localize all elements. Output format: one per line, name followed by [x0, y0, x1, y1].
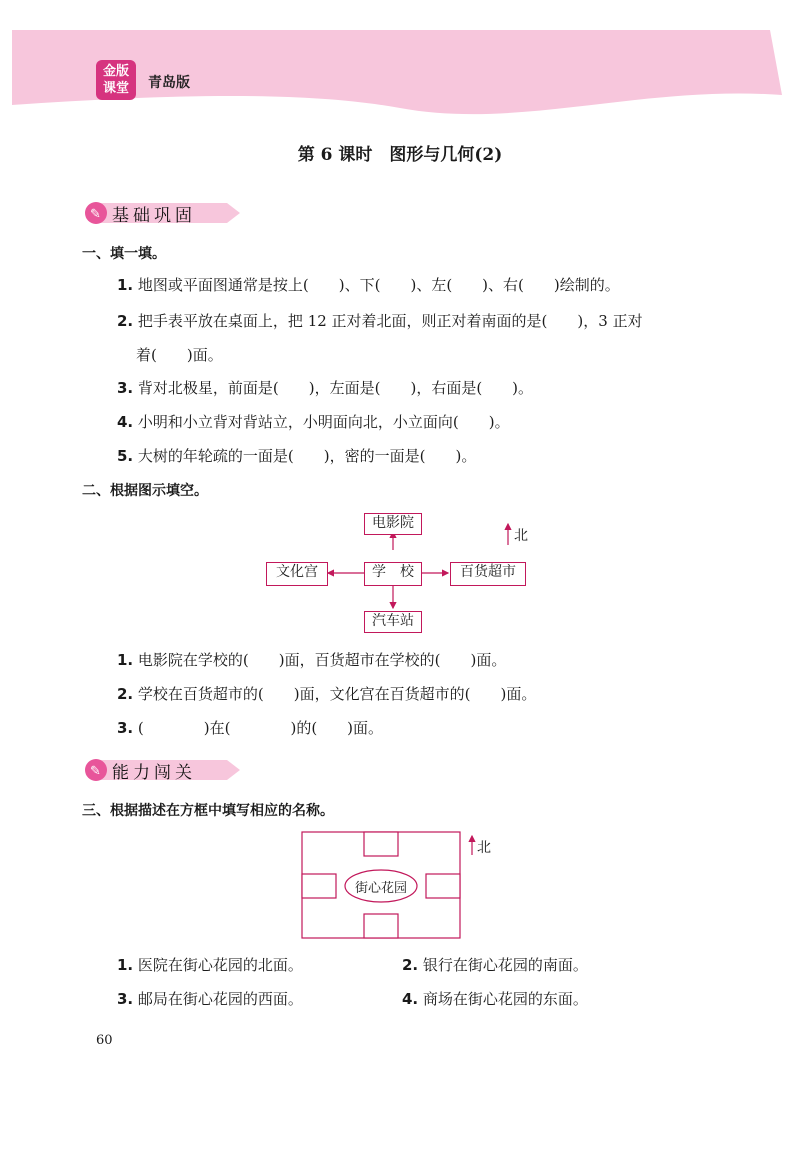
part2-heading: 二、根据图示填空。 — [82, 483, 208, 499]
section-tag-basic — [82, 200, 242, 224]
garden-label: 街心花园 — [354, 881, 407, 896]
question-item-cont: 着( )面。 — [136, 346, 223, 364]
section-tag-label: 能力闯关 — [112, 763, 196, 783]
north-label: 北 — [514, 528, 528, 544]
svg-text:✎: ✎ — [90, 207, 101, 222]
school-box: 学 校 — [364, 562, 422, 586]
question-item: 1. 地图或平面图通常是按上( )、下( )、左( )、右( )绘制的。 — [117, 276, 620, 294]
bus-station-box: 汽车站 — [364, 611, 422, 633]
north-answer-box — [364, 832, 398, 856]
section-tag-ability — [82, 757, 242, 781]
part1-heading: 一、填一填。 — [82, 246, 166, 262]
part3-heading: 三、根据描述在方框中填写相应的名称。 — [82, 803, 334, 819]
question-item: 3. 邮局在街心花园的西面。 — [117, 990, 303, 1008]
south-answer-box — [364, 914, 398, 938]
question-item: 4. 商场在街心花园的东面。 — [402, 990, 588, 1008]
question-item: 1. 医院在街心花园的北面。 — [117, 956, 303, 974]
svg-text:✎: ✎ — [90, 764, 101, 779]
culture-palace-box: 文化宫 — [266, 562, 328, 586]
section-tag-label: 基础巩固 — [112, 206, 196, 226]
north-label: 北 — [477, 840, 491, 856]
lesson-title: 第 6 课时 图形与几何(2) — [297, 145, 503, 165]
question-item: 2. 把手表平放在桌面上，把 12 正对着北面，则正对着南面的是( )，3 正对 — [117, 312, 643, 330]
department-store-box: 百货超市 — [450, 562, 526, 586]
question-item: 4. 小明和小立背对背站立，小明面向北，小立面向( )。 — [117, 413, 510, 431]
question-item: 5. 大树的年轮疏的一面是( )，密的一面是( )。 — [117, 447, 477, 465]
question-item: 3. 背对北极星，前面是( )，左面是( )，右面是( )。 — [117, 379, 534, 397]
east-answer-box — [426, 874, 460, 898]
cinema-box: 电影院 — [364, 513, 422, 535]
edition-label: 青岛版 — [148, 75, 190, 91]
question-item: 3. ( )在( )的( )面。 — [117, 719, 384, 737]
question-item: 1. 电影院在学校的( )面，百货超市在学校的( )面。 — [117, 651, 507, 669]
question-item: 2. 学校在百货超市的( )面，文化宫在百货超市的( )面。 — [117, 685, 537, 703]
question-item: 2. 银行在街心花园的南面。 — [402, 956, 588, 974]
page-number: 60 — [96, 1033, 113, 1048]
brand-logo: 金版 课堂 — [96, 60, 136, 100]
west-answer-box — [302, 874, 336, 898]
